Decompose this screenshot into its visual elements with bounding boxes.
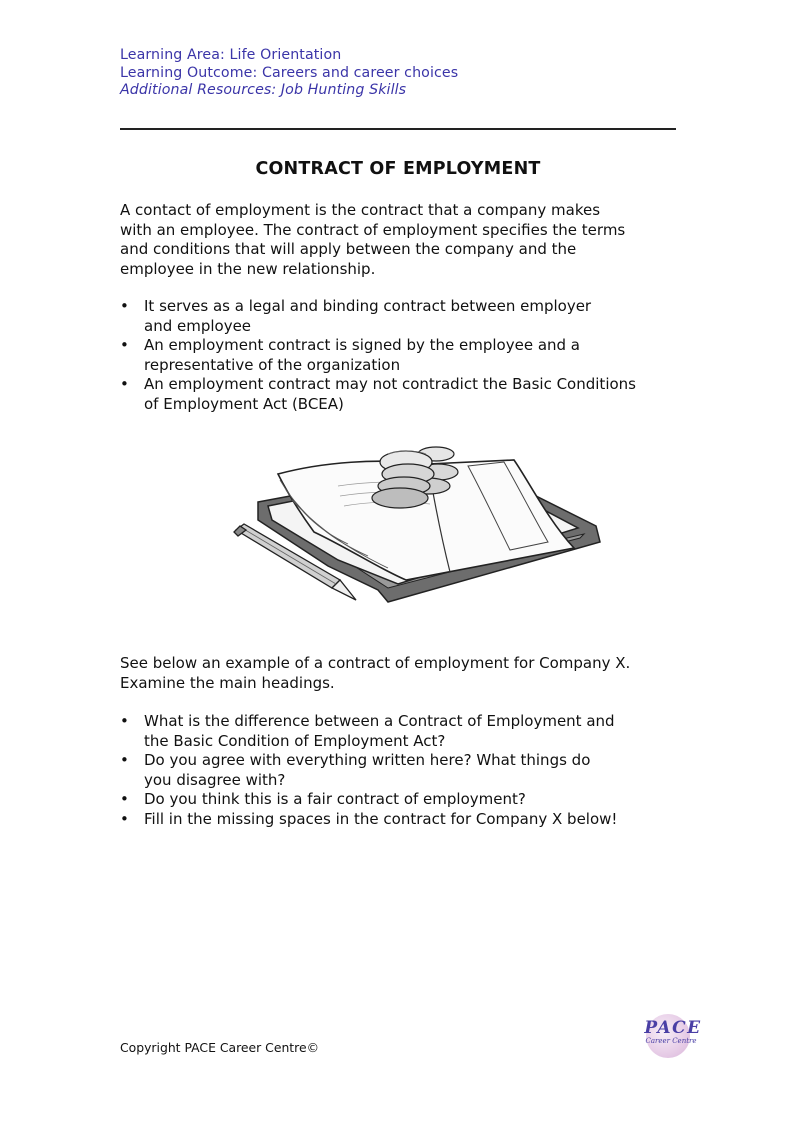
logo-wordmark: PACE [644, 1018, 702, 1038]
list-item-text: Do you agree with everything written here? What things do [144, 751, 591, 770]
bullet: • [120, 336, 129, 355]
list-item [120, 810, 676, 830]
list-item-text: It serves as a legal and binding contract between employer [144, 297, 592, 315]
list-item-text: An employment contract may not contradict the Basic Conditions [144, 375, 636, 394]
bullet: • [120, 790, 129, 809]
list-item-text: and employee [144, 316, 252, 335]
example-line: Examine the main headings. [120, 673, 335, 692]
intro-line: A contact of employment is the contract that a company makes [120, 201, 601, 219]
list-item-text: you disagree with? [144, 770, 286, 789]
list-item-text: representative of the organization [144, 355, 401, 374]
list-item [120, 336, 676, 375]
list-item-text: An employment contract is signed by the employee and a [144, 336, 581, 355]
bullet: • [120, 809, 129, 828]
example-paragraph [120, 654, 676, 693]
learning-outcome: Learning Outcome: Careers and career choices [120, 64, 459, 81]
logo-tagline: Career Centre [645, 1037, 697, 1045]
list-item [120, 297, 676, 336]
questions-list [120, 712, 676, 830]
list-item-text: of Employment Act (BCEA) [144, 394, 344, 413]
list-item [120, 790, 676, 810]
list-item-text: What is the difference between a Contract of Employment and [144, 712, 615, 730]
intro-line: with an employee. The contract of employment specifies the terms [120, 220, 626, 239]
bullet: • [120, 712, 129, 730]
list-item-text: Do you think this is a fair contract of employment? [144, 790, 526, 809]
intro-line: employee in the new relationship. [120, 259, 376, 278]
list-item [120, 375, 676, 414]
bullet: • [120, 297, 129, 315]
list-item [120, 712, 676, 751]
bullet: • [120, 375, 129, 394]
facts-list [120, 297, 676, 415]
header-divider [120, 128, 676, 130]
pace-logo [636, 1014, 706, 1058]
intro-paragraph [120, 201, 676, 279]
learning-area: Learning Area: Life Orientation [120, 47, 342, 63]
copyright-footer: Copyright PACE Career Centre© [120, 1040, 320, 1055]
list-item-text: Fill in the missing spaces in the contract for Company X below! [144, 809, 618, 828]
list-item-text: the Basic Condition of Employment Act? [144, 731, 446, 750]
page-title: CONTRACT OF EMPLOYMENT [255, 159, 541, 179]
bullet: • [120, 751, 129, 770]
example-line: See below an example of a contract of employment for Company X. [120, 654, 631, 672]
contract-papers-coins-pen-icon [228, 440, 604, 608]
additional-resources: Additional Resources: Job Hunting Skills [120, 82, 407, 98]
document-header [120, 47, 458, 100]
list-item [120, 751, 676, 790]
intro-line: and conditions that will apply between the company and the [120, 240, 577, 259]
